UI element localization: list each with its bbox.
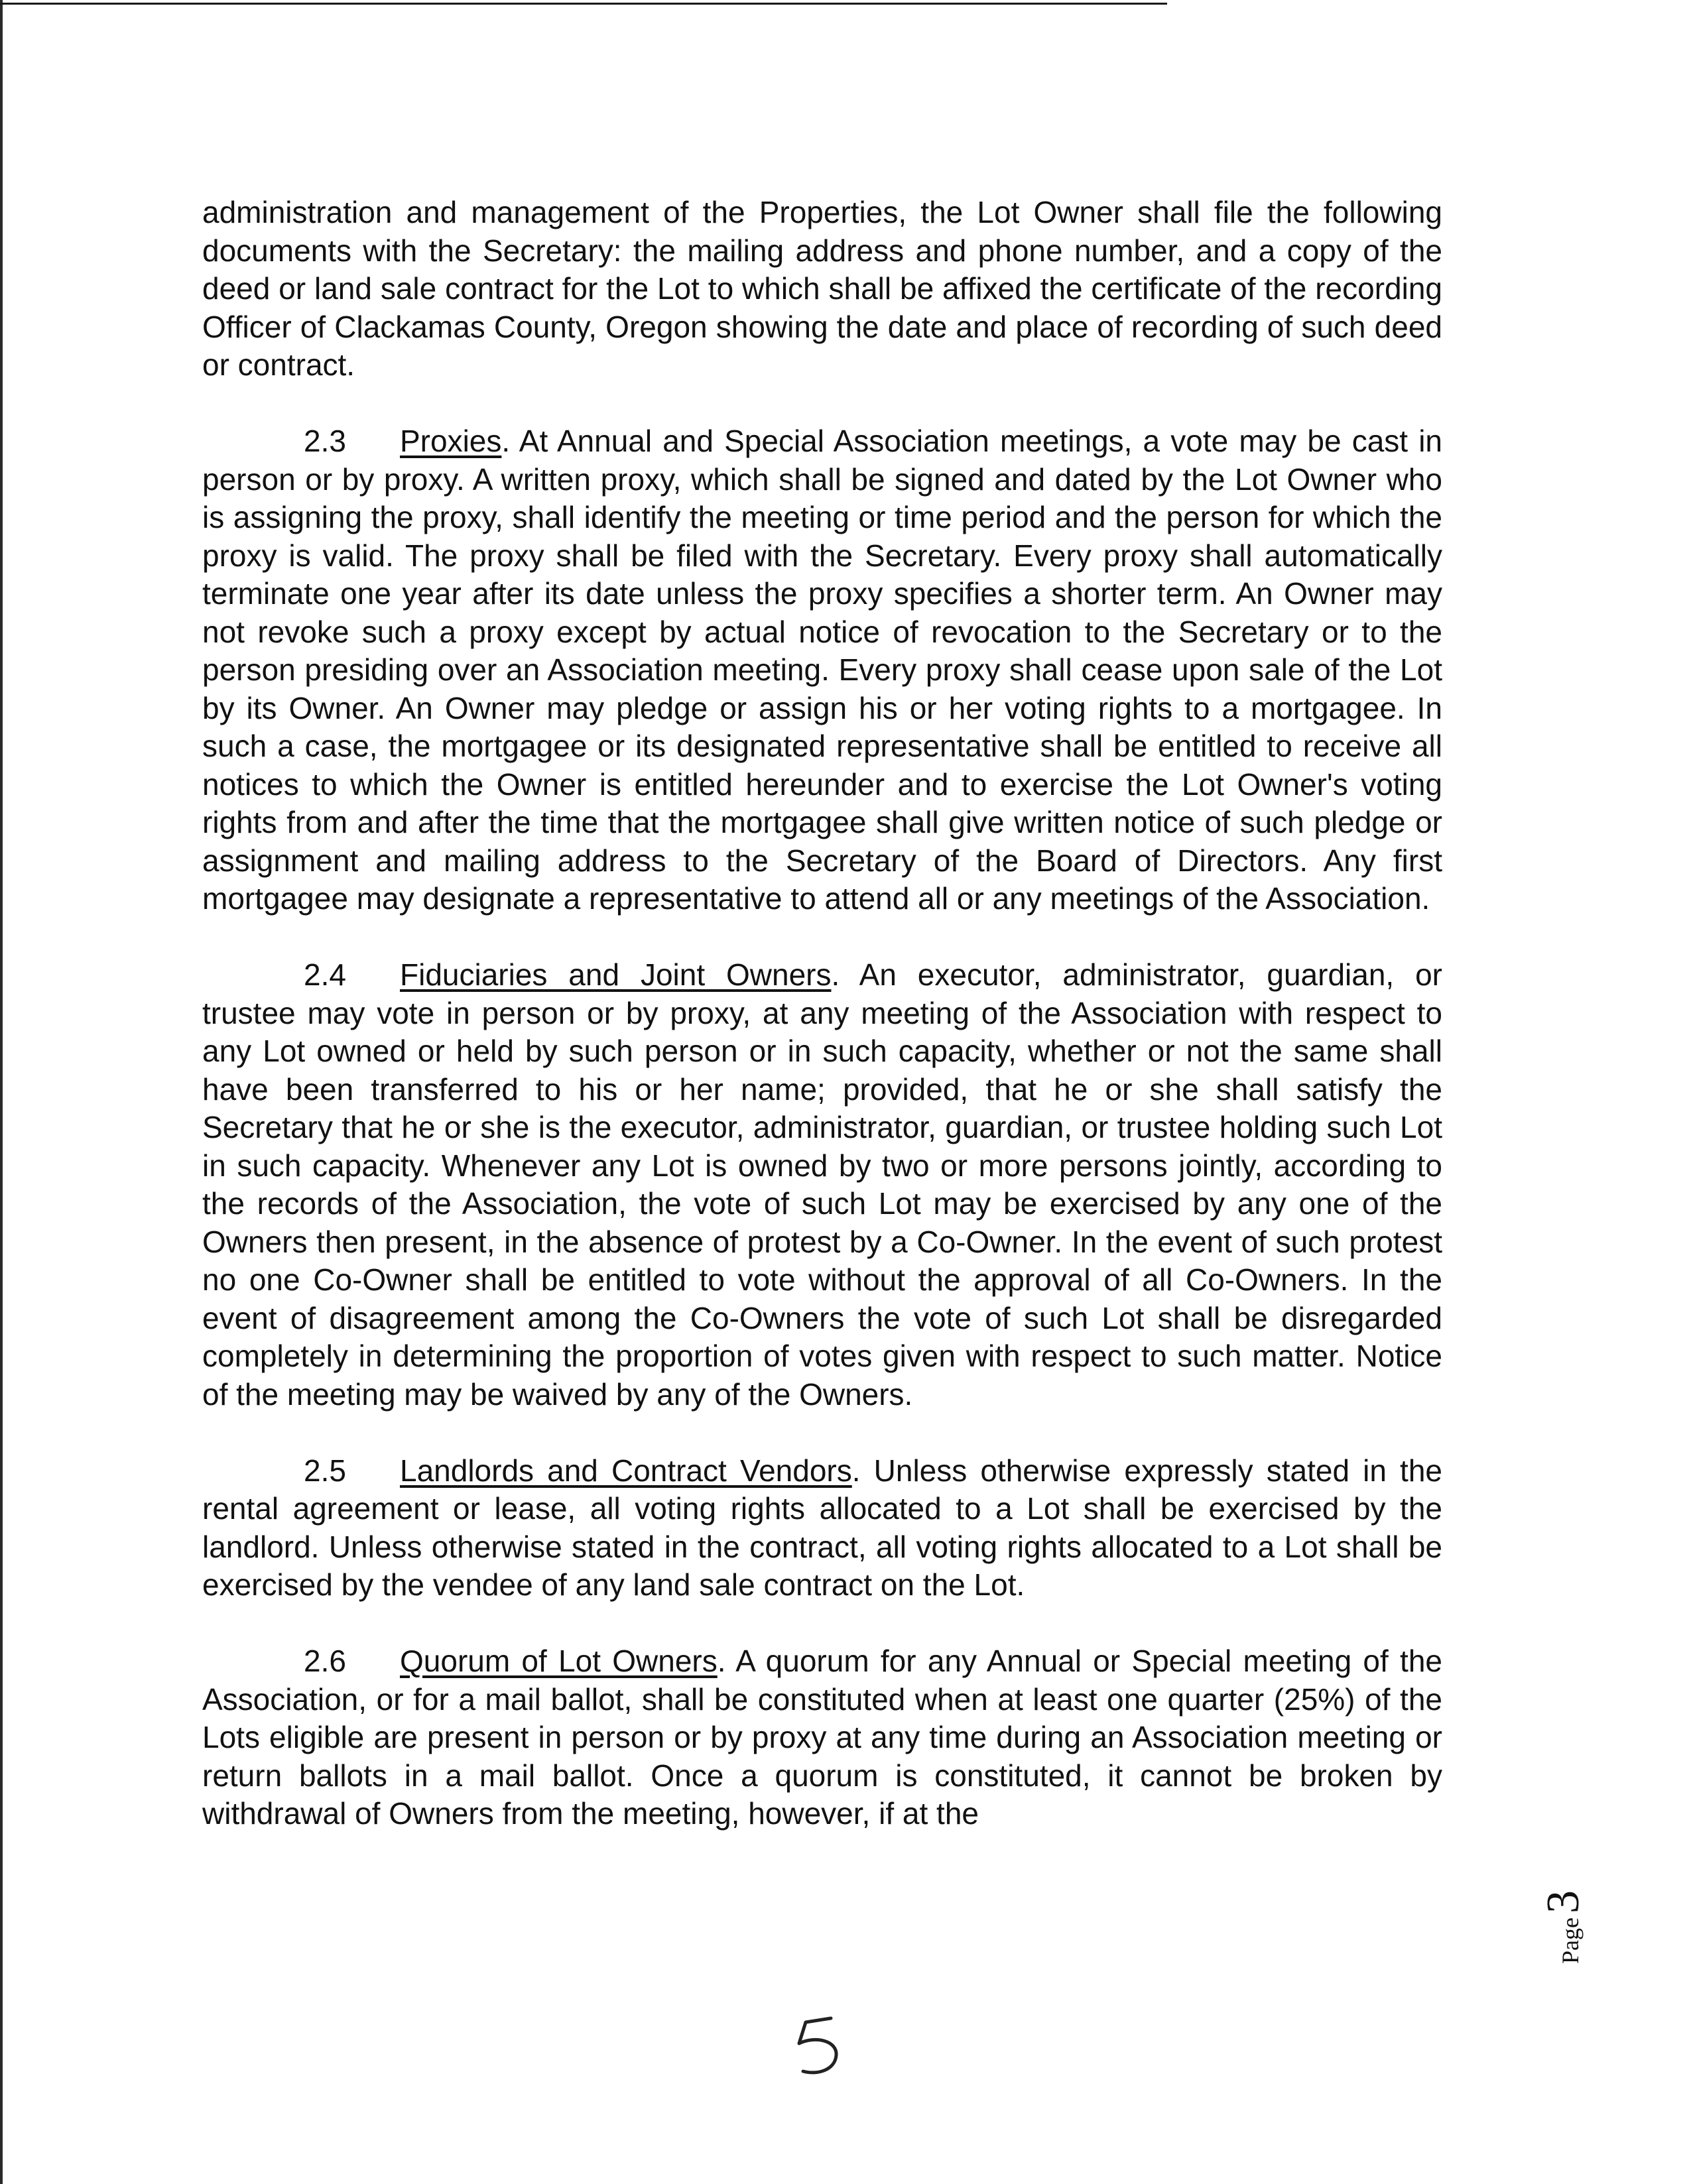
scan-top-edge xyxy=(0,3,1167,5)
body-text xyxy=(202,194,1442,1871)
section-title: Proxies xyxy=(400,424,502,458)
scan-left-edge xyxy=(0,0,3,2184)
section-body: An executor, administrator, guardian, or trustee may vote in person or by proxy, at any meeting of the Association with respect to any Lot owned or held by such person or in such capacity, whether or not the same shall have been transferred to his or her name; provided, that he or she shall satisfy the Secretary that he or she is the executor, administrator, guardian, or trustee holding such Lot in such capacity. Whenever any Lot is owned by two or more persons jointly, according to the records of the Association, the vote of such Lot may be exercised by any one of the Owners then present, in the absence of protest by a Co-Owner. In the event of such protest no one Co-Owner shall be entitled to vote without the approval of all Co-Owners. In the event of disagreement among the Co-Owners the vote of such Lot shall be disregarded completely in determining the proportion of votes given with respect to such matter. Notice of the meeting may be waived by any of the Owners. xyxy=(202,957,1442,1412)
intro-paragraph: administration and management of the Properties, the Lot Owner shall file the following documents with the Secretary: the mailing address and phone number, and a copy of the deed or land sale contract for the Lot to which shall be affixed the certificate of the recording Officer of Clackamas County, Oregon showing the date and place of recording of such deed or contract. xyxy=(202,195,1442,382)
section-title: Fiduciaries and Joint Owners xyxy=(400,957,832,992)
section-body: A quorum for any Annual or Special meeting of the Association, or for a mail ballot, shall be constituted when at least one quarter (25%) of the Lots eligible are present in person or by proxy at any time during an Association meeting or return ballots in a mail ballot. Once a quorum is constituted, it cannot be broken by withdrawal of Owners from the meeting, however, if at the xyxy=(202,1644,1442,1831)
section-body: Unless otherwise expressly stated in the rental agreement or lease, all voting rights allocated to a Lot shall be exercised by the landlord. Unless otherwise stated in the contract, all voting rights allocated to a Lot shall be exercised by the vendee of any land sale contract on the Lot. xyxy=(202,1453,1442,1602)
page-label-word: Page xyxy=(1557,1917,1584,1964)
page-label xyxy=(1537,1858,1590,1964)
section-number: 2.4 xyxy=(304,957,346,992)
section-number: 2.3 xyxy=(304,424,346,458)
section-title: Quorum of Lot Owners xyxy=(400,1644,718,1678)
section-title: Landlords and Contract Vendors xyxy=(400,1453,852,1488)
section-2-4: 2.4 Fiduciaries and Joint Owners. An executor, administrator, guardian, or trustee may vote in person or by proxy, at any meeting of the Association with respect to any Lot owned or held by such person or in such capacity, whether or not the same shall have been transferred to his or her name; provided, that he or she shall satisfy the Secretary that he or she is the executor, administrator, guardian, or trustee holding such Lot in such capacity. Whenever any Lot is owned by two or more persons jointly, according to the records of the Association, the vote of such Lot may be exercised by any one of the Owners then present, in the absence of protest by a Co-Owner. In the event of such protest no one Co-Owner shall be entitled to vote without the approval of all Co-Owners. In the event of disagreement among the Co-Owners the vote of such Lot shall be disregarded completely in determining the proportion of votes given with respect to such matter. Notice of the meeting may be waived by any of the Owners. xyxy=(202,957,1442,1412)
handwritten-page-number xyxy=(779,2009,859,2082)
section-body: At Annual and Special Association meetings, a vote may be cast in person or by proxy. A written proxy, which shall be signed and dated by the Lot Owner who is assigning the proxy, shall identify the meeting or time period and the person for which the proxy is valid. The proxy shall be filed with the Secretary. Every proxy shall automatically terminate one year after its date unless the proxy specifies a shorter term. An Owner may not revoke such a proxy except by actual notice of revocation to the Secretary or to the person presiding over an Association meeting. Every proxy shall cease upon sale of the Lot by its Owner. An Owner may pledge or assign his or her voting rights to a mortgagee. In such a case, the mortgagee or its designated representative shall be entitled to receive all notices to which the Owner is entitled hereunder and to exercise the Lot Owner's voting rights from and after the time that the mortgagee shall give written notice of such pledge or assignment and mailing address to the Secretary of the Board of Directors. Any first mortgagee may designate a representative to attend all or any meetings of the Association. xyxy=(202,424,1442,916)
section-2-5: 2.5 Landlords and Contract Vendors. Unless otherwise expressly stated in the rental agreement or lease, all voting rights allocated to a Lot shall be exercised by the landlord. Unless otherwise stated in the contract, all voting rights allocated to a Lot shall be exercised by the vendee of any land sale contract on the Lot. xyxy=(202,1453,1442,1602)
section-number: 2.5 xyxy=(304,1453,346,1488)
section-number: 2.6 xyxy=(304,1644,346,1678)
page-label-number: 3 xyxy=(1538,1890,1589,1914)
section-2-6: 2.6 Quorum of Lot Owners. A quorum for any Annual or Special meeting of the Association, or for a mail ballot, shall be constituted when at least one quarter (25%) of the Lots eligible are present in person or by proxy at any time during an Association meeting or return ballots in a mail ballot. Once a quorum is constituted, it cannot be broken by withdrawal of Owners from the meeting, however, if at the xyxy=(202,1644,1442,1831)
section-2-3: 2.3 Proxies. At Annual and Special Association meetings, a vote may be cast in person or by proxy. A written proxy, which shall be signed and dated by the Lot Owner who is assigning the proxy, shall identify the meeting or time period and the person for which the proxy is valid. The proxy shall be filed with the Secretary. Every proxy shall automatically terminate one year after its date unless the proxy specifies a shorter term. An Owner may not revoke such a proxy except by actual notice of revocation to the Secretary or to the person presiding over an Association meeting. Every proxy shall cease upon sale of the Lot by its Owner. An Owner may pledge or assign his or her voting rights to a mortgagee. In such a case, the mortgagee or its designated representative shall be entitled to receive all notices to which the Owner is entitled hereunder and to exercise the Lot Owner's voting rights from and after the time that the mortgagee shall give written notice of such pledge or assignment and mailing address to the Secretary of the Board of Directors. Any first mortgagee may designate a representative to attend all or any meetings of the Association. xyxy=(202,424,1442,916)
